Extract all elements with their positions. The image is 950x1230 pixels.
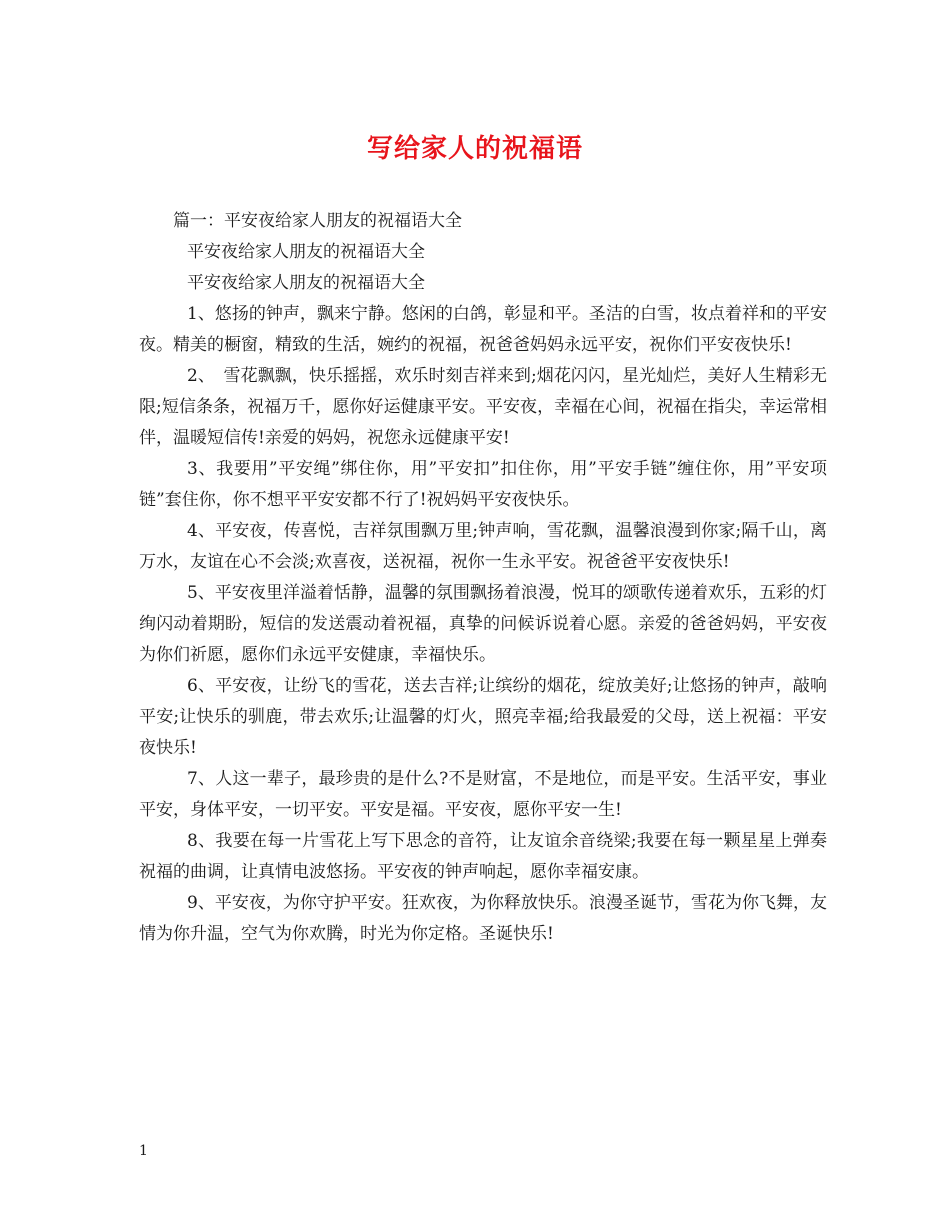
subheading: 平安夜给家人朋友的祝福语大全	[187, 242, 425, 262]
section-heading: 篇一：平安夜给家人朋友的祝福语大全	[173, 211, 462, 231]
paragraph: 3、我要用”平安绳”绑住你，用”平安扣”扣住你，用”平安手链”缠住你，用”平安项链”套住你，你不想平平安安都不行了!祝妈妈平安夜快乐。	[139, 459, 827, 510]
paragraph: 5、平安夜里洋溢着恬静，温馨的氛围飘扬着浪漫，悦耳的颂歌传递着欢乐，五彩的灯绚闪动着期盼，短信的发送震动着祝福，真挚的问候诉说着心愿。亲爱的爸爸妈妈，平安夜为你们祈愿，愿你们永远平安健康，幸福快乐。	[139, 583, 827, 665]
paragraph: 1、悠扬的钟声，飘来宁静。悠闲的白鸽，彰显和平。圣洁的白雪，妆点着祥和的平安夜。精美的橱窗，精致的生活，婉约的祝福，祝爸爸妈妈永远平安，祝你们平安夜快乐!	[139, 304, 827, 355]
paragraph: 9、平安夜，为你守护平安。狂欢夜，为你释放快乐。浪漫圣诞节，雪花为你飞舞，友情为你升温，空气为你欢腾，时光为你定格。圣诞快乐!	[139, 893, 827, 944]
paragraph: 4、平安夜，传喜悦，吉祥氛围飘万里;钟声响，雪花飘，温馨浪漫到你家;隔千山，离万水，友谊在心不会淡;欢喜夜，送祝福，祝你一生永平安。祝爸爸平安夜快乐!	[139, 521, 827, 572]
paragraph: 2、 雪花飘飘，快乐摇摇，欢乐时刻吉祥来到;烟花闪闪，星光灿烂，美好人生精彩无限;短信条条，祝福万千，愿你好运健康平安。平安夜，幸福在心间，祝福在指尖，幸运常相伴，温暖短信传!亲爱的妈妈，祝您永远健康平安!	[139, 366, 827, 448]
paragraph: 8、我要在每一片雪花上写下思念的音符，让友谊余音绕梁;我要在每一颗星星上弹奏祝福的曲调，让真情电波悠扬。平安夜的钟声响起，愿你幸福安康。	[139, 831, 827, 882]
subheading: 平安夜给家人朋友的祝福语大全	[187, 273, 425, 293]
paragraph: 7、人这一辈子，最珍贵的是什么?不是财富，不是地位，而是平安。生活平安，事业平安，身体平安，一切平安。平安是福。平安夜，愿你平安一生!	[139, 769, 827, 820]
page-number: 1	[139, 1143, 148, 1159]
document-title: 写给家人的祝福语	[366, 134, 583, 164]
document-body	[139, 206, 827, 950]
paragraph: 6、平安夜，让纷飞的雪花，送去吉祥;让缤纷的烟花，绽放美好;让悠扬的钟声，敲响平安;让快乐的驯鹿，带去欢乐;让温馨的灯火，照亮幸福;给我最爱的父母，送上祝福：平安夜快乐!	[139, 676, 827, 758]
